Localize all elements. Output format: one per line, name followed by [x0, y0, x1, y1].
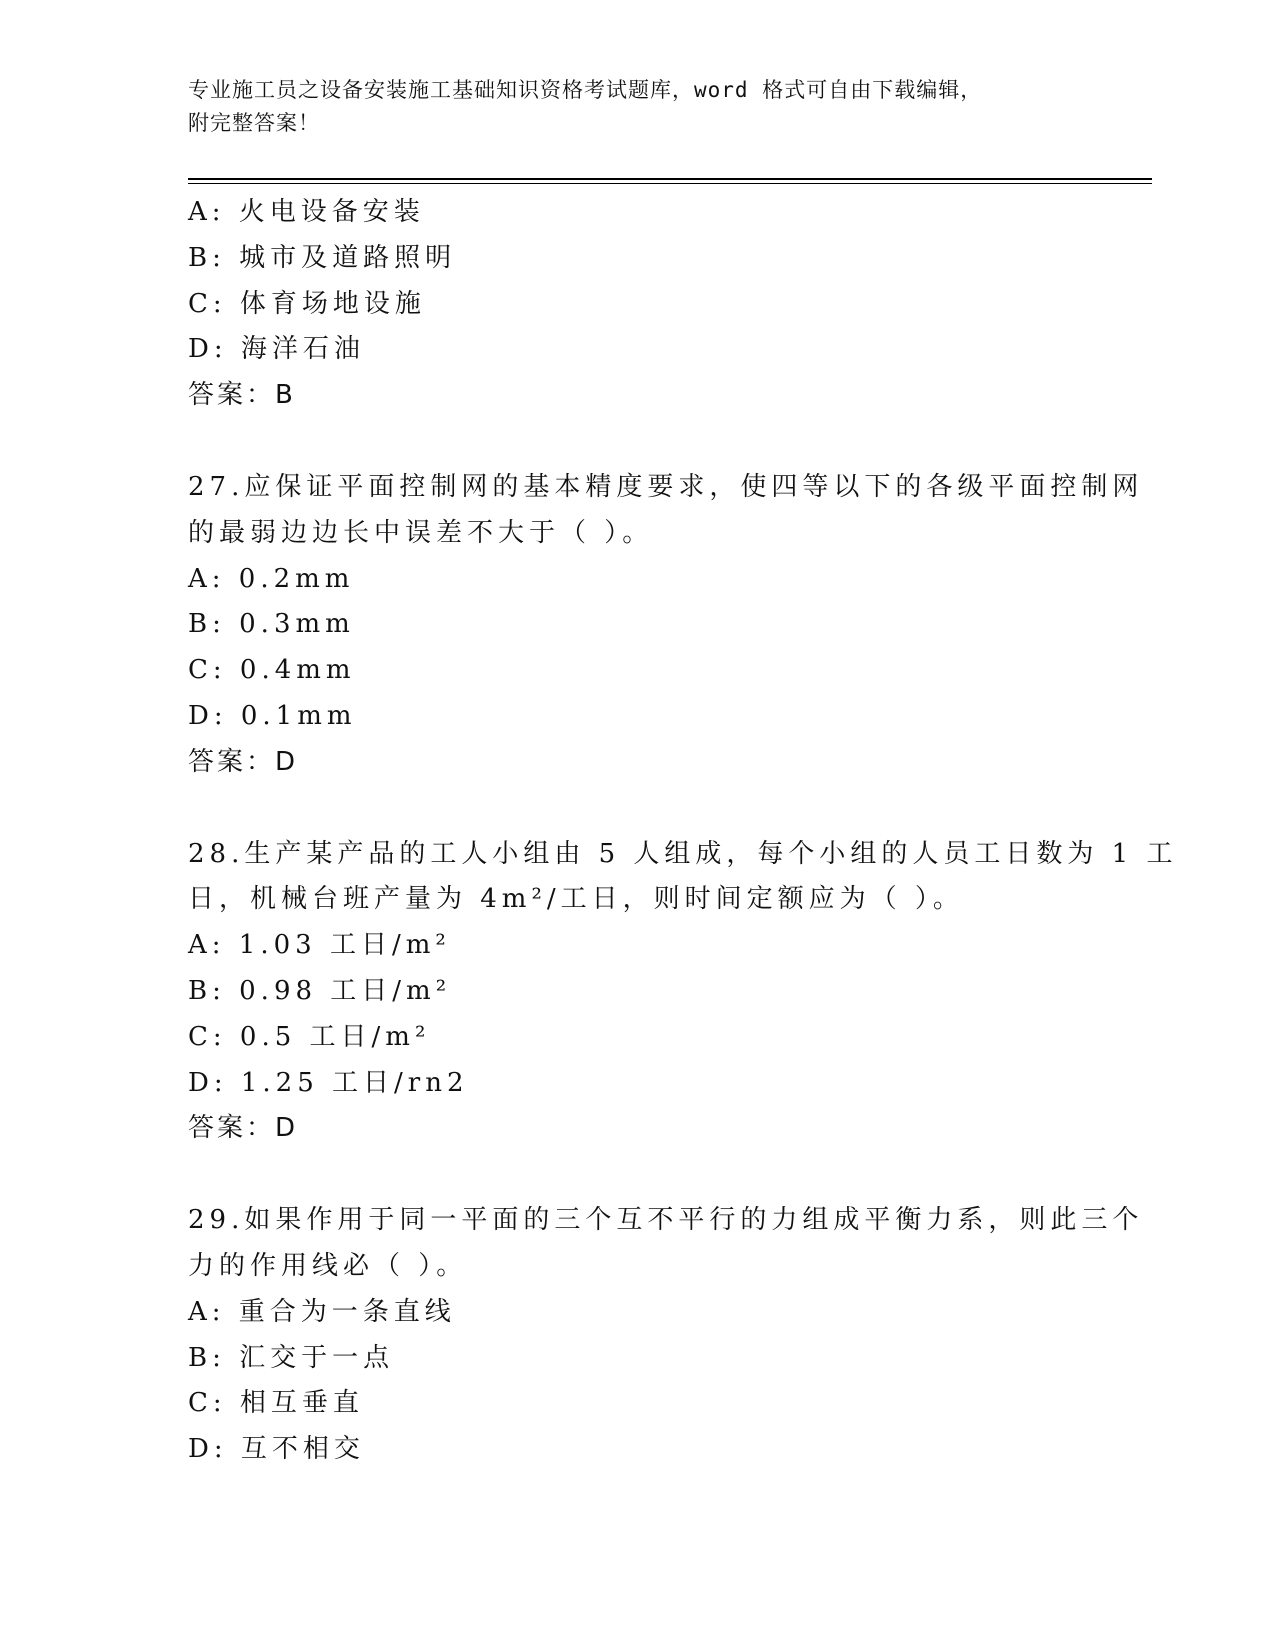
header-line-1: 专业施工员之设备安装施工基础知识资格考试题库，word 格式可自由下载编辑，	[188, 78, 983, 102]
option-d: D: 互不相交	[188, 1434, 365, 1465]
option-c: C: 0.5 工日/m²	[188, 1021, 431, 1052]
question-stem-cont: 的最弱边边长中误差不大于（ ）。	[188, 517, 654, 548]
header-divider-thick	[188, 178, 1152, 180]
answer: 答案：B	[188, 380, 296, 411]
question-list	[188, 190, 1178, 1473]
option-b: B: 汇交于一点	[188, 1342, 395, 1373]
option-a: A: 1.03 工日/m²	[188, 930, 451, 961]
option-a: A: 0.2mm	[188, 563, 355, 594]
header-divider-thin	[188, 183, 1152, 184]
spacer	[188, 786, 1152, 832]
question-stem-cont: 日，机械台班产量为 4m²/工日，则时间定额应为（ ）。	[188, 884, 964, 915]
question-stem: 27.应保证平面控制网的基本精度要求，使四等以下的各级平面控制网	[188, 471, 1144, 502]
spacer	[188, 1152, 1152, 1198]
option-b: B: 0.98 工日/m²	[188, 975, 452, 1006]
option-a: A: 重合为一条直线	[188, 1296, 456, 1327]
option-b: B: 0.3mm	[188, 609, 355, 640]
question-27	[188, 465, 1152, 786]
question-26	[188, 190, 1152, 419]
header-line-2: 附完整答案！	[188, 111, 320, 135]
answer: 答案：D	[188, 746, 299, 777]
option-a: A: 火电设备安装	[188, 197, 425, 227]
option-c: C: 相互垂直	[188, 1388, 364, 1419]
spacer	[188, 419, 1152, 465]
question-29	[188, 1198, 1152, 1473]
option-d: D: 海洋石油	[188, 334, 365, 365]
answer: 答案：D	[188, 1113, 299, 1144]
option-c: C: 0.4mm	[188, 655, 356, 686]
option-d: D: 1.25 工日/rn2	[188, 1067, 469, 1098]
option-d: D: 0.1mm	[188, 700, 357, 731]
option-c: C: 体育场地设施	[188, 288, 426, 319]
question-stem: 28.生产某产品的工人小组由 5 人组成，每个小组的人员工日数为 1 工	[188, 838, 1178, 869]
document-header	[188, 74, 1088, 140]
option-b: B: 城市及道路照明	[188, 242, 457, 273]
question-stem: 29.如果作用于同一平面的三个互不平行的力组成平衡力系，则此三个	[188, 1205, 1144, 1236]
question-stem-cont: 力的作用线必（ ）。	[188, 1250, 468, 1281]
question-28	[188, 832, 1178, 1153]
